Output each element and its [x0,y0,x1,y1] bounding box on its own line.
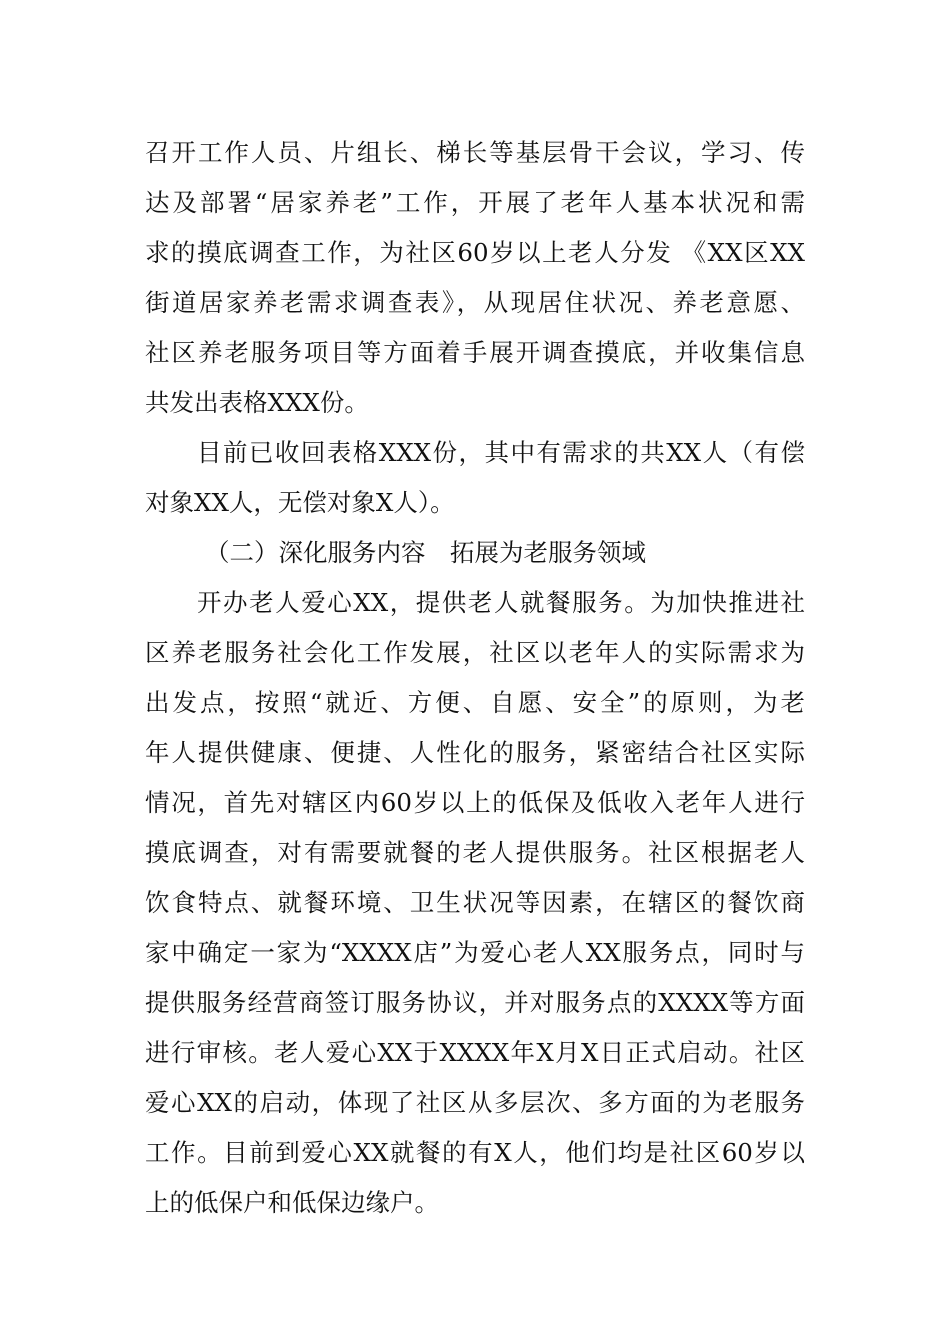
text-line: 年人提供健康、便捷、人性化的服务，紧密结合社区实际 [145,738,805,767]
text-line: 情况，首先对辖区内60岁以上的低保及低收入老年人进行 [145,788,805,817]
text-line: 对象XX人，无偿对象X人）。 [145,488,455,517]
text-line: 进行审核。老人爱心XX于XXXX年X月X日正式启动。社区 [145,1038,805,1067]
text-line: 社区养老服务项目等方面着手展开调查摸底，并收集信息 [145,338,805,367]
text-line: 提供服务经营商签订服务协议，并对服务点的XXXX等方面 [145,988,805,1017]
text-line: 家中确定一家为“XXXX店”为爱心老人XX服务点，同时与 [145,938,805,967]
text-line: 召开工作人员、片组长、梯长等基层骨干会议，学习、传 [145,138,805,167]
text-line: 求的摸底调查工作，为社区60岁以上老人分发 《XX区XX [145,238,805,267]
text-line: 上的低保户和低保边缘户。 [145,1188,439,1217]
text-line: 爱心XX的启动，体现了社区从多层次、多方面的为老服务 [145,1088,805,1117]
text-line: 饮食特点、就餐环境、卫生状况等因素，在辖区的餐饮商 [145,888,805,917]
text-line: 共发出表格XXX份。 [145,388,369,417]
text-line: 出发点，按照“就近、方便、自愿、安全”的原则，为老 [145,688,805,717]
section-heading-text: （二）深化服务内容 拓展为老服务领域 [205,538,646,567]
text-line: 摸底调查，对有需要就餐的老人提供服务。社区根据老人 [145,838,805,867]
paragraph-survey [145,128,805,428]
text-line: 工作。目前到爱心XX就餐的有X人，他们均是社区60岁以 [145,1138,805,1167]
section-heading [145,528,805,578]
text-line: 目前已收回表格XXX份，其中有需求的共XX人（有偿 [197,438,805,467]
document-page [145,128,805,1228]
text-line: 街道居家养老需求调查表》，从现居住状况、养老意愿、 [145,288,805,317]
text-line: 达及部署“居家养老”工作，开展了老年人基本状况和需 [145,188,805,217]
paragraph-meal-service [145,578,805,1228]
paragraph-forms-returned [145,428,805,528]
text-line: 区养老服务社会化工作发展，社区以老年人的实际需求为 [145,638,805,667]
text-line: 开办老人爱心XX，提供老人就餐服务。为加快推进社 [197,588,805,617]
